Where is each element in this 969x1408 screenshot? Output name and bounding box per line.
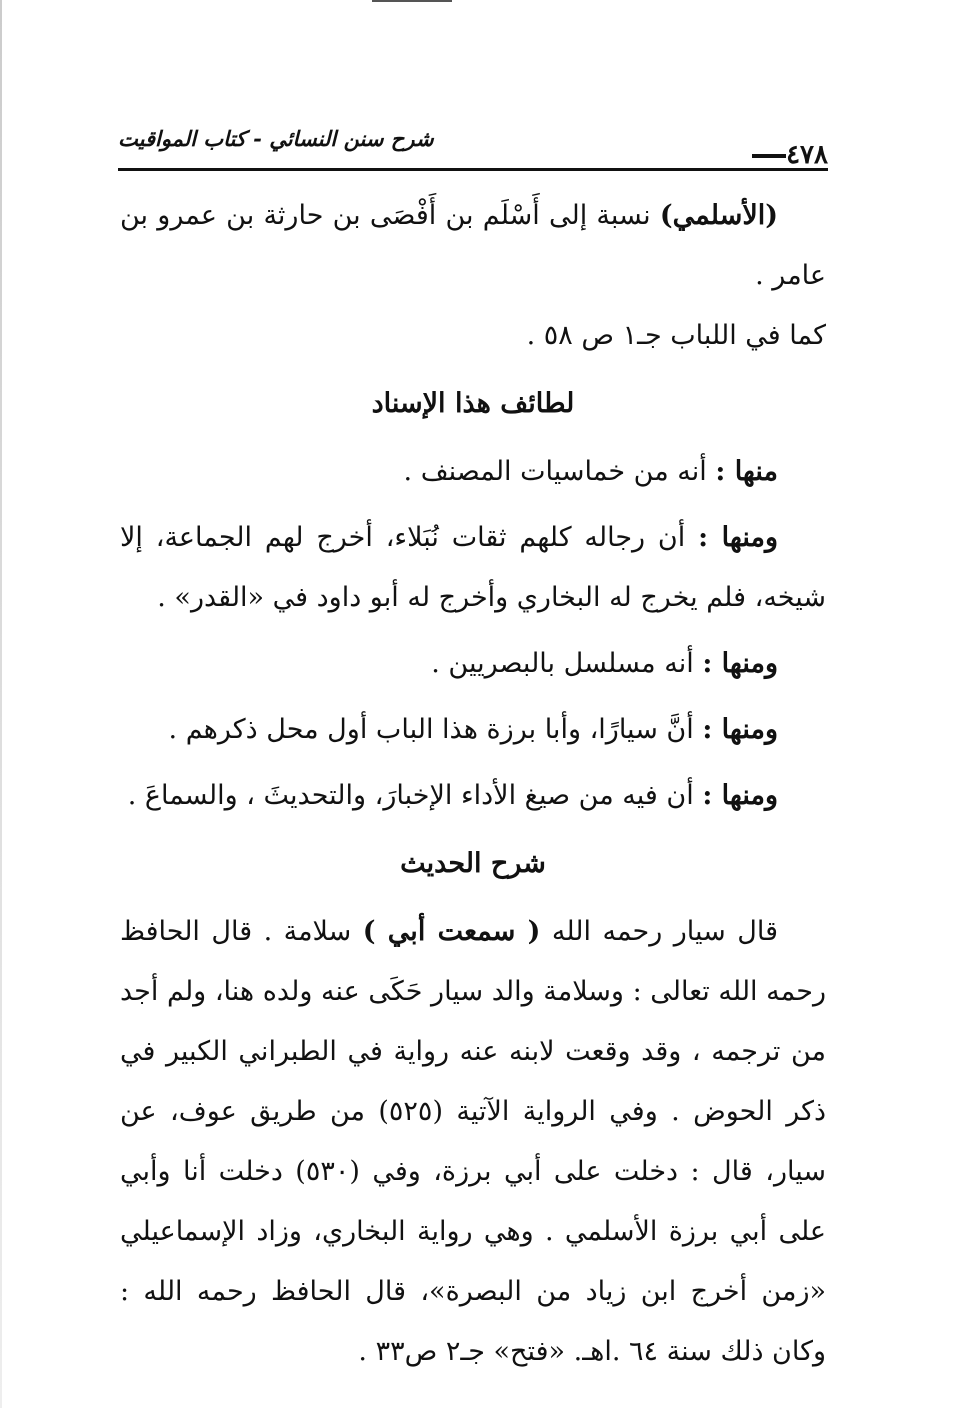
intro-paragraph bbox=[120, 186, 826, 366]
item-label: منها : bbox=[715, 456, 778, 487]
intro-source: كما في اللباب جـ١ ص ٥٨ . bbox=[526, 320, 826, 351]
item-text: أنه مسلسل بالبصريين . bbox=[431, 648, 703, 679]
running-title: شرح سنن النسائي - كتاب المواقيت bbox=[118, 126, 434, 151]
page-body bbox=[120, 186, 826, 1382]
latayif-item bbox=[120, 508, 826, 628]
section-heading-sharh: شرح الحديث bbox=[400, 848, 546, 879]
item-label: ومنها : bbox=[702, 780, 778, 811]
top-mark bbox=[372, 0, 452, 5]
item-text: أنَّ سيارًا، وأبا برزة هذا الباب أول محل ذكرهم . bbox=[168, 714, 703, 745]
header-dash bbox=[752, 154, 786, 158]
page-number bbox=[742, 140, 828, 170]
section-heading-latayif: لطائف هذا الإسناد bbox=[371, 388, 575, 419]
item-label: ومنها : bbox=[702, 648, 778, 679]
header-rule bbox=[118, 168, 828, 171]
intro-keyword: (الأسلمي) bbox=[659, 200, 778, 231]
sharh-keyword: ( سمعت أبي ) bbox=[362, 916, 541, 947]
item-text: أنه من خماسيات المصنف . bbox=[403, 456, 716, 487]
page-number-text: ٤٧٨ bbox=[786, 140, 828, 170]
item-text: أن فيه من صيغ الأداء الإخبارَ، والتحديثَ ، والسماعَ . bbox=[127, 780, 703, 811]
latayif-item bbox=[120, 700, 826, 760]
item-label: ومنها : bbox=[702, 714, 778, 745]
latayif-item bbox=[120, 634, 826, 694]
sharh-paragraph bbox=[120, 902, 826, 1382]
sharh-text: سلامة . قال الحافظ رحمه الله تعالى : وسلامة والد سيار حَكَى عنه ولده هنا، ولم أجد من ترجمه ، وقد وقعت لابنه عنه رواية في الطبراني الكبير في ذكر الحوض . وفي الرواية الآتية (٥٢٥) من طريق عوف، عن سيار، قال : دخلت على أبي برزة، وفي (٥٣٠) دخلت أنا وأبي على أبي برزة الأسلمي . وهي رواية البخاري، وزاد الإسماعيلي «زمن أخرج ابن زياد من البصرة»، قال الحافظ رحمه الله : وكان ذلك سنة ٦٤ .اهـ. «فتح» جـ٢ ص٣٣ . bbox=[120, 916, 826, 1367]
item-text: أن رجاله كلهم ثقات نُبَلاء، أخرج لهم الجماعة، إلا شيخه، فلم يخرج له البخاري وأخرج له أبو داود في «القدر» . bbox=[120, 522, 826, 613]
latayif-item bbox=[120, 766, 826, 826]
intro-text: نسبة إلى أَسْلَم بن أَفْصَى بن حارثة بن عمرو بن عامر . bbox=[120, 200, 826, 291]
item-label: ومنها : bbox=[698, 522, 779, 553]
latayif-item bbox=[120, 442, 826, 502]
sharh-start: قال سيار رحمه الله bbox=[540, 916, 778, 947]
page-edge bbox=[0, 0, 2, 1408]
page-header bbox=[118, 120, 828, 170]
